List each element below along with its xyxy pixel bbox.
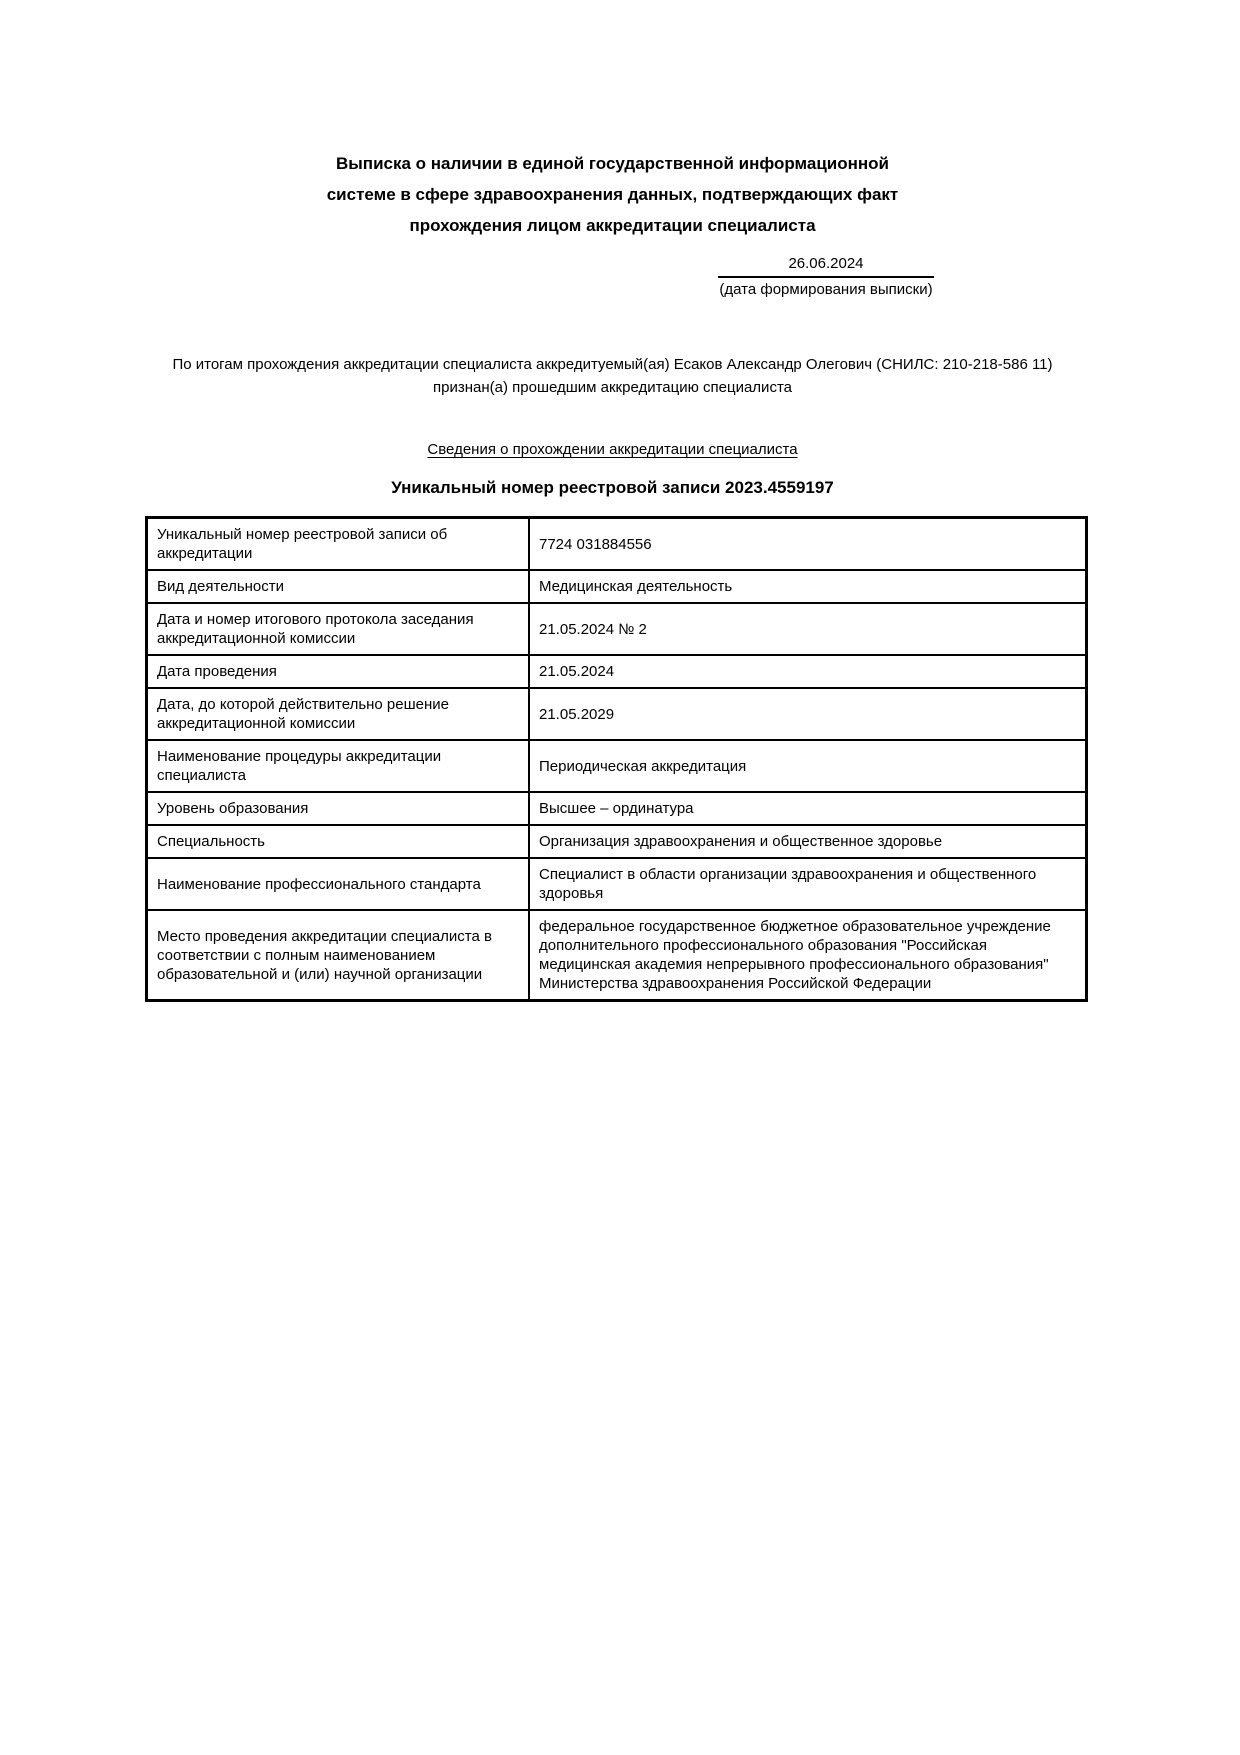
intro-paragraph (145, 353, 1080, 399)
issue-date: 26.06.2024 (718, 255, 934, 278)
row-label: Наименование процедуры аккредитации специалиста (147, 740, 530, 792)
page-title-line-1: Выписка о наличии в единой государственной информационной (336, 154, 889, 173)
row-label: Вид деятельности (147, 570, 530, 603)
table-row (147, 688, 1087, 740)
accreditation-table (145, 516, 1088, 1002)
row-label: Специальность (147, 825, 530, 858)
row-value: Организация здравоохранения и общественное здоровье (529, 825, 1087, 858)
table-row (147, 910, 1087, 1001)
table-row (147, 740, 1087, 792)
section-heading (145, 441, 1080, 458)
row-label: Дата проведения (147, 655, 530, 688)
row-value: 21.05.2029 (529, 688, 1087, 740)
table-row (147, 518, 1087, 571)
row-label: Уровень образования (147, 792, 530, 825)
section-heading-text: Сведения о прохождении аккредитации специалиста (427, 441, 798, 458)
issue-date-block (710, 255, 942, 299)
table-row (147, 792, 1087, 825)
row-value: 7724 031884556 (529, 518, 1087, 571)
page-title-line-2: системе в сфере здравоохранения данных, подтверждающих факт (326, 185, 899, 204)
row-value: Специалист в области организации здравоохранения и общественного здоровья (529, 858, 1087, 910)
row-label: Наименование профессионального стандарта (147, 858, 530, 910)
table-row (147, 603, 1087, 655)
intro-line-1: По итогам прохождения аккредитации специалиста аккредитуемый(ая) Есаков Александр Олегович (СНИЛС: 210-218-586 11) (172, 356, 1053, 373)
table-row (147, 858, 1087, 910)
table-row (147, 570, 1087, 603)
row-value: Высшее – ординатура (529, 792, 1087, 825)
row-value: 21.05.2024 (529, 655, 1087, 688)
table-row (147, 825, 1087, 858)
row-label: Уникальный номер реестровой записи об аккредитации (147, 518, 530, 571)
table-row (147, 655, 1087, 688)
row-label: Дата, до которой действительно решение аккредитационной комиссии (147, 688, 530, 740)
page-title (205, 148, 1020, 241)
row-label: Место проведения аккредитации специалиста в соответствии с полным наименованием образовательной и (или) научной организации (147, 910, 530, 1001)
row-label: Дата и номер итогового протокола заседания аккредитационной комиссии (147, 603, 530, 655)
row-value: 21.05.2024 № 2 (529, 603, 1087, 655)
row-value: Периодическая аккредитация (529, 740, 1087, 792)
intro-line-2: признан(а) прошедшим аккредитацию специалиста (433, 379, 792, 396)
row-value: федеральное государственное бюджетное образовательное учреждение дополнительного профессионального образования "Российская медицинская академия непрерывного профессионального образования" Министерства здравоохранения Российской Федерации (529, 910, 1087, 1001)
issue-date-caption: (дата формирования выписки) (719, 281, 933, 298)
row-value: Медицинская деятельность (529, 570, 1087, 603)
registry-number-heading: Уникальный номер реестровой записи 2023.4559197 (391, 478, 834, 497)
page-title-line-3: прохождения лицом аккредитации специалиста (409, 216, 816, 235)
